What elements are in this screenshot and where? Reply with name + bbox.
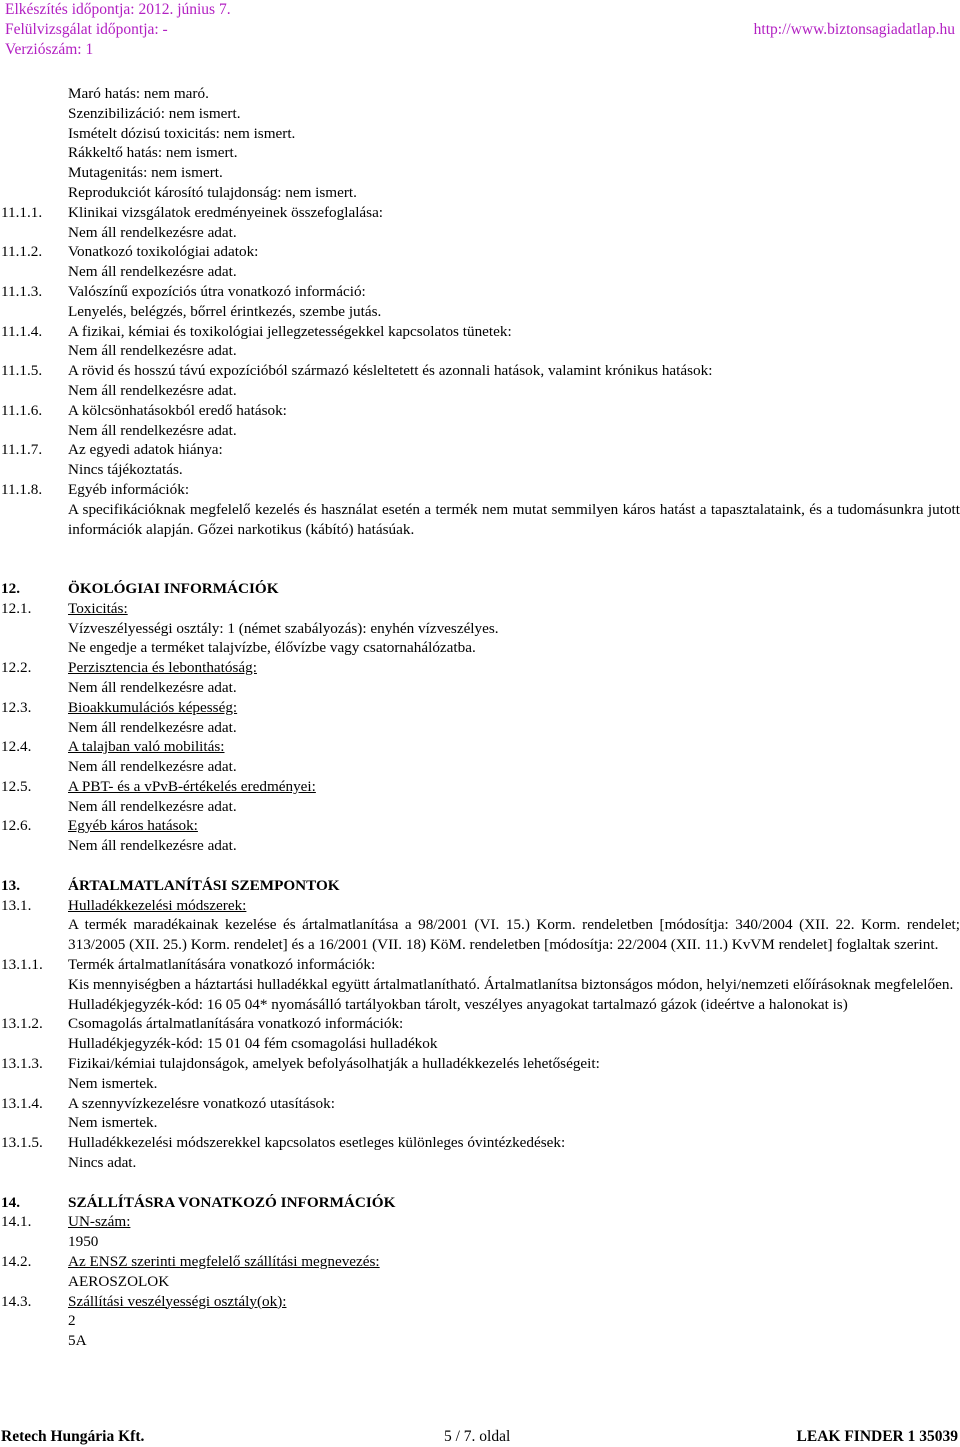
subsection-heading: 13.1.3. Fizikai/kémiai tulajdonságok, amelyek befolyásolhatják a hulladékkezelés lehetőségeit: <box>1 1055 600 1073</box>
subsection-heading: 12.3. Bioakkumulációs képesség: <box>1 698 238 716</box>
section-heading-13: 13. ÁRTALMATLANÍTÁSI SZEMPONTOK <box>1 876 340 894</box>
subsection-body: Nem áll rendelkezésre adat. <box>68 797 237 815</box>
subsection-heading: 11.1.2. Vonatkozó toxikológiai adatok: <box>1 243 259 261</box>
subsection-body: Hulladékjegyzék-kód: 16 05 04* nyomásálló tartályokban tárolt, veszélyes anyagokat tartalmazó gázok (ideértve a halonokat is) <box>68 995 848 1013</box>
text-line: Maró hatás: nem maró. <box>68 85 209 102</box>
subsection-body: Nem áll rendelkezésre adat. <box>68 421 237 439</box>
subsection-heading: 11.1.5. A rövid és hosszú távú expozícióból származó késleltetett és azonnali hatások, valamint krónikus hatások: <box>1 362 713 380</box>
subsection-body: Nem áll rendelkezésre adat. <box>68 678 237 696</box>
subsection-body: Nem áll rendelkezésre adat. <box>68 718 237 736</box>
page-footer <box>0 1427 960 1447</box>
subsection-body: Kis mennyiségben a háztartási hulladékkal együtt ártalmatlanítható. Ártalmatlanítsa biztonságos módon, helyi/nemzeti előírásoknak megfelelően. <box>68 975 954 993</box>
subsection-body: Vízveszélyességi osztály: 1 (német szabályozás): enyhén vízveszélyes. <box>68 619 499 637</box>
text-line: Ismételt dózisú toxicitás: nem ismert. <box>68 124 296 142</box>
subsection-heading: 13.1.4. A szennyvízkezelésre vonatkozó utasítások: <box>1 1094 335 1112</box>
subsection-body: AEROSZOLOK <box>68 1272 170 1290</box>
version-number: Verziószám: 1 <box>5 41 94 58</box>
subsection-heading: 13.1.2. Csomagolás ártalmatlanítására vonatkozó információk: <box>1 1015 404 1033</box>
subsection-heading: 11.1.3. Valószínű expozíciós útra vonatkozó információ: <box>1 282 366 300</box>
text-line: Reprodukciót károsító tulajdonság: nem ismert. <box>68 183 357 201</box>
subsection-heading: 12.4. A talajban való mobilitás: <box>1 738 225 756</box>
subsection-heading: 12.2. Perzisztencia és lebonthatóság: <box>1 659 257 677</box>
subsection-heading: 11.1.7. Az egyedi adatok hiánya: <box>1 441 223 459</box>
section-heading-14: 14. SZÁLLÍTÁSRA VONATKOZÓ INFORMÁCIÓK <box>1 1193 396 1211</box>
subsection-heading: 13.1.5. Hulladékkezelési módszerekkel kapcsolatos esetleges különleges óvintézkedések: <box>1 1134 566 1152</box>
subsection-body: Nem áll rendelkezésre adat. <box>68 263 237 281</box>
subsection-body: Nincs tájékoztatás. <box>68 461 183 479</box>
subsection-heading: 12.6. Egyéb káros hatások: <box>1 817 198 835</box>
subsection-body: Nem áll rendelkezésre adat. <box>68 342 237 360</box>
subsection-heading: 13.1.1. Termék ártalmatlanítására vonatkozó információk: <box>1 956 376 974</box>
subsection-heading: 14.2. Az ENSZ szerinti megfelelő szállítási megnevezés: <box>1 1253 380 1271</box>
subsection-body: Nem áll rendelkezésre adat. <box>68 381 237 399</box>
page-header <box>0 0 960 60</box>
subsection-body: A termék maradékainak kezelése és ártalmatlanítása a 98/2001 (VI. 15.) Korm. rendeletben [módosítja: 340/2004 (XII. 22. Korm. rendelet; 313/2005 (XII. 25.) Korm. rendelet] és a 16/2001 (VII. 18) KöM. rendeletben [módosítja: 22/2004 (XII. 11.) KvVM rendelet] foglaltak szerint. <box>68 916 960 954</box>
header-url-link[interactable]: http://www.biztonsagiadatlap.hu <box>753 21 955 38</box>
subsection-body: 5A <box>68 1332 87 1350</box>
subsection-heading: 13.1. Hulladékkezelési módszerek: <box>1 896 247 914</box>
subsection-heading: 12.5. A PBT- és a vPvB-értékelés eredményei: <box>1 777 316 795</box>
subsection-body: Nem ismertek. <box>68 1074 158 1092</box>
subsection-body: 2 <box>68 1312 76 1330</box>
subsection-body: 1950 <box>68 1233 99 1251</box>
subsection-body: Lenyelés, belégzés, bőrrel érintkezés, szembe jutás. <box>68 302 382 320</box>
subsection-heading: 11.1.1. Klinikai vizsgálatok eredményeinek összefoglalása: <box>1 203 384 221</box>
section-heading-12: 12. ÖKOLÓGIAI INFORMÁCIÓK <box>1 579 279 597</box>
subsection-heading: 14.3. Szállítási veszélyességi osztály(ok): <box>1 1292 287 1310</box>
revision-date: Felülvizsgálat időpontja: - <box>5 21 168 38</box>
text-line: Mutagenitás: nem ismert. <box>68 164 223 182</box>
subsection-body: Nem áll rendelkezésre adat. <box>68 223 237 241</box>
subsection-body: Nem ismertek. <box>68 1114 158 1132</box>
subsection-body: Nincs adat. <box>68 1154 137 1172</box>
subsection-body: Nem áll rendelkezésre adat. <box>68 758 237 776</box>
footer-page-number: 5 / 7. oldal <box>444 1428 511 1445</box>
subsection-body: A specifikációknak megfelelő kezelés és használat esetén a termék nem mutat semmilyen káros hatást a tapasztalataink, és a tudomásunkra jutott információk alapján. Gőzei narkotikus (kábító) hatásúak. <box>68 500 960 538</box>
text-line: Szenzibilizáció: nem ismert. <box>68 104 241 122</box>
document-body <box>0 84 960 1351</box>
footer-product: LEAK FINDER 1 35039 <box>796 1428 958 1445</box>
footer-company: Retech Hungária Kft. <box>1 1428 145 1445</box>
subsection-heading: 11.1.8. Egyéb információk: <box>1 480 190 498</box>
text-line: Rákkeltő hatás: nem ismert. <box>68 144 238 162</box>
created-date: Elkészítés időpontja: 2012. június 7. <box>5 1 231 18</box>
subsection-heading: 11.1.4. A fizikai, kémiai és toxikológiai jellegzetességekkel kapcsolatos tünetek: <box>1 322 512 340</box>
subsection-body: Nem áll rendelkezésre adat. <box>68 837 237 855</box>
subsection-heading: 12.1. Toxicitás: <box>1 599 128 617</box>
subsection-heading: 14.1. UN-szám: <box>1 1213 131 1231</box>
subsection-heading: 11.1.6. A kölcsönhatásokból eredő hatások: <box>1 401 287 419</box>
subsection-body: Hulladékjegyzék-kód: 15 01 04 fém csomagolási hulladékok <box>68 1035 438 1053</box>
subsection-body: Ne engedje a terméket talajvízbe, élővízbe vagy csatornahálózatba. <box>68 639 476 657</box>
